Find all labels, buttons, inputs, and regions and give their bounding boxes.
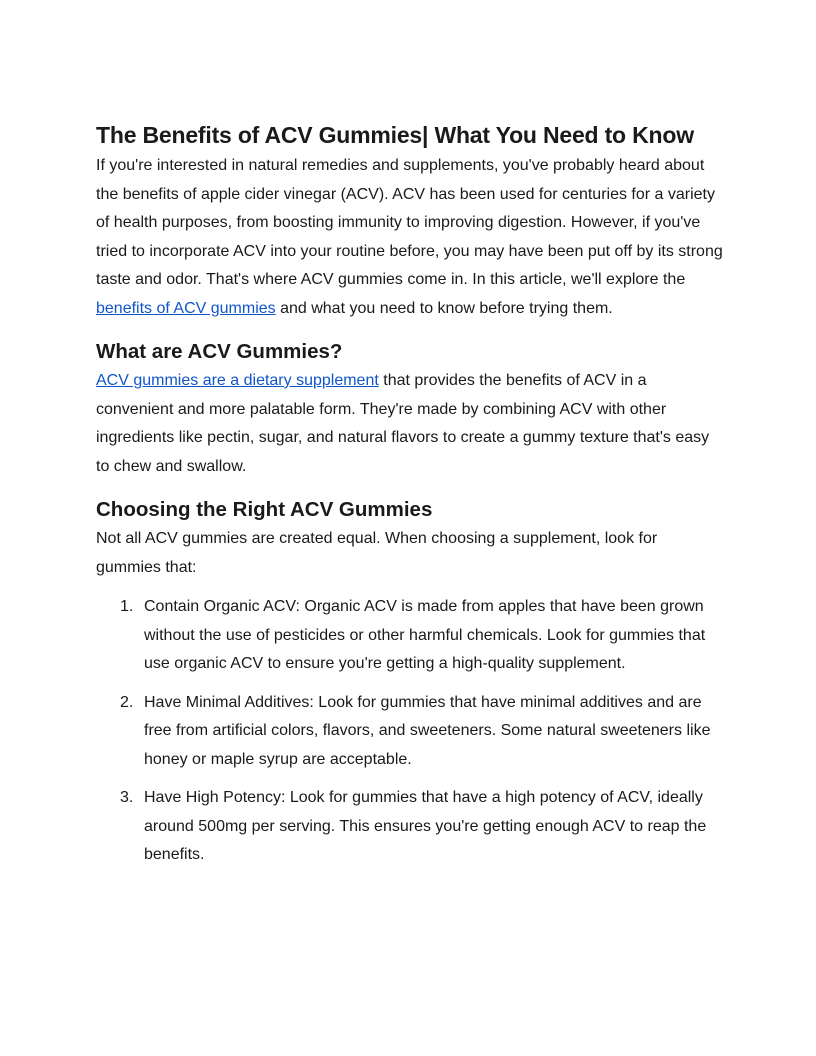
document-page	[96, 118, 724, 880]
list-item-number: 1.	[120, 598, 134, 615]
section-text-after-link: that provides the benefits of ACV in a convenient and more palatable form. They're made by combining ACV with other ingredients like pectin, sugar, and natural flavors to create a gummy texture that's easy to chew and swallow.	[96, 372, 710, 475]
list-item	[96, 593, 724, 679]
list-item-number: 3.	[120, 789, 134, 806]
list-item	[96, 689, 724, 775]
section-paragraph-choosing: Not all ACV gummies are created equal. When choosing a supplement, look for gummies that:	[96, 530, 658, 576]
list-item-text: Have High Potency: Look for gummies that have a high potency of ACV, ideally around 500mg per serving. This ensures you're getting enough ACV to reap the benefits.	[144, 789, 707, 863]
benefits-link[interactable]: benefits of ACV gummies	[96, 299, 276, 317]
section-heading-choosing: Choosing the Right ACV Gummies	[96, 498, 433, 521]
section-paragraph-what-are	[96, 367, 724, 481]
list-item-number: 2.	[120, 693, 134, 711]
list-item	[96, 784, 724, 870]
section-heading-what-are: What are ACV Gummies?	[96, 340, 343, 363]
intro-paragraph	[96, 152, 724, 323]
criteria-list	[96, 593, 724, 870]
intro-text-before-link: If you're interested in natural remedies and supplements, you've probably heard about the benefits of apple cider vinegar (ACV). ACV has been used for centuries for a variety of health purposes, from boosting immunity to improving digestion. However, if you've tried to incorporate ACV into your routine before, you may have been put off by its strong taste and odor. That's where ACV gummies come in. In this article, we'll explore the	[96, 157, 723, 288]
list-item-text: Have Minimal Additives: Look for gummies that have minimal additives and are free from artificial colors, flavors, and sweeteners. Some natural sweeteners like honey or maple syrup are acceptable.	[144, 693, 711, 768]
list-item-text: Contain Organic ACV: Organic ACV is made from apples that have been grown without the use of pesticides or other harmful chemicals. Look for gummies that use organic ACV to ensure you're getting a high-quality supplement.	[144, 598, 706, 672]
page-title: The Benefits of ACV Gummies| What You Need to Know	[96, 122, 694, 148]
intro-text-after-link: and what you need to know before trying them.	[275, 299, 613, 317]
dietary-supplement-link[interactable]: ACV gummies are a dietary supplement	[96, 372, 379, 389]
